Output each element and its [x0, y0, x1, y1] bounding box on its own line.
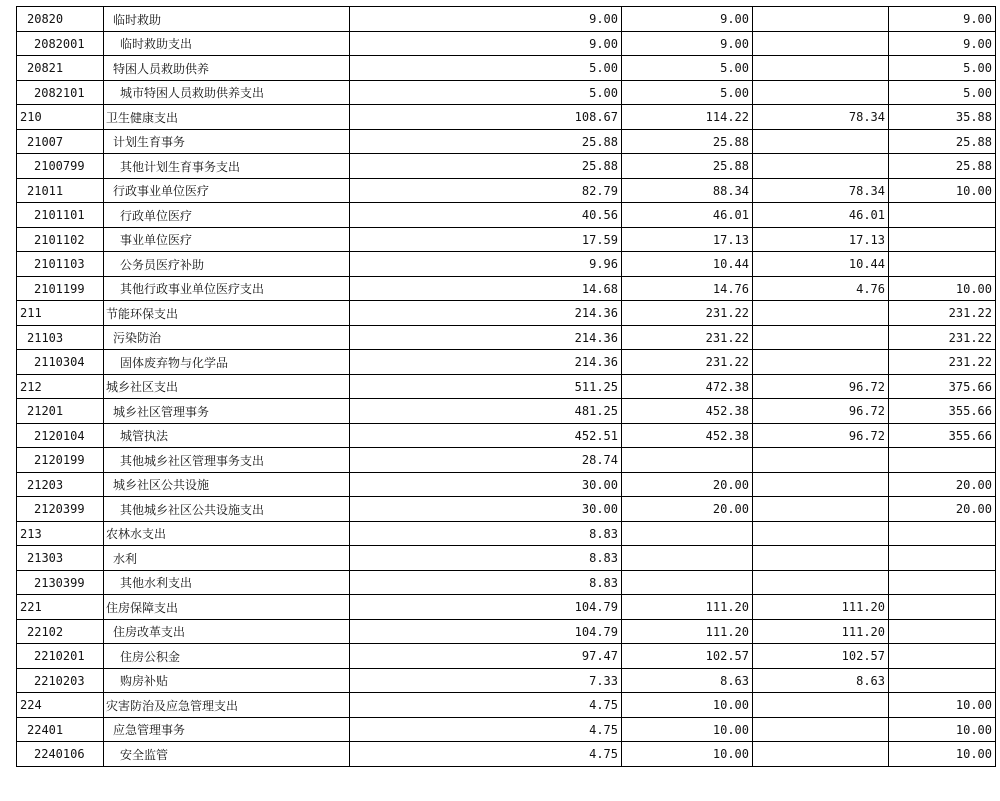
- cell-amount-2: 9.00: [622, 32, 753, 56]
- cell-amount-4: 10.00: [889, 277, 996, 301]
- cell-amount-3: 102.57: [753, 644, 889, 669]
- cell-code: 221: [17, 595, 104, 620]
- table-row: [17, 424, 996, 448]
- cell-amount-3: [753, 7, 889, 32]
- table-row: [17, 669, 996, 693]
- cell-name: 计划生育事务: [104, 130, 350, 154]
- cell-amount-2: 25.88: [622, 130, 753, 154]
- cell-name: 灾害防治及应急管理支出: [104, 693, 350, 718]
- table-row: [17, 203, 996, 228]
- cell-amount-3: [753, 718, 889, 742]
- cell-name: 其他计划生育事务支出: [104, 154, 350, 179]
- cell-name: 城管执法: [104, 424, 350, 448]
- cell-name: 农林水支出: [104, 522, 350, 546]
- cell-amount-3: 10.44: [753, 252, 889, 277]
- cell-name: 行政单位医疗: [104, 203, 350, 228]
- cell-amount-3: [753, 350, 889, 375]
- cell-code: 2082001: [17, 32, 104, 56]
- cell-name: 城市特困人员救助供养支出: [104, 81, 350, 105]
- cell-amount-3: [753, 571, 889, 595]
- cell-amount-2: 5.00: [622, 56, 753, 81]
- table-row: [17, 105, 996, 130]
- cell-amount-1: 8.83: [350, 522, 622, 546]
- cell-amount-2: 5.00: [622, 81, 753, 105]
- cell-name: 水利: [104, 546, 350, 571]
- table-row: [17, 448, 996, 473]
- cell-amount-4: 5.00: [889, 81, 996, 105]
- cell-amount-2: 10.00: [622, 742, 753, 767]
- cell-amount-1: 82.79: [350, 179, 622, 203]
- cell-amount-1: 5.00: [350, 56, 622, 81]
- cell-name: 其他水利支出: [104, 571, 350, 595]
- cell-code: 21201: [17, 399, 104, 424]
- cell-amount-1: 214.36: [350, 326, 622, 350]
- cell-amount-1: 17.59: [350, 228, 622, 252]
- cell-amount-1: 25.88: [350, 154, 622, 179]
- cell-amount-3: 17.13: [753, 228, 889, 252]
- cell-amount-2: 46.01: [622, 203, 753, 228]
- cell-amount-3: 96.72: [753, 399, 889, 424]
- cell-amount-3: [753, 56, 889, 81]
- cell-code: 22401: [17, 718, 104, 742]
- cell-code: 210: [17, 105, 104, 130]
- cell-amount-1: 108.67: [350, 105, 622, 130]
- table-body: [17, 7, 996, 767]
- cell-code: 211: [17, 301, 104, 326]
- cell-code: 21203: [17, 473, 104, 497]
- cell-amount-1: 9.96: [350, 252, 622, 277]
- cell-code: 2110304: [17, 350, 104, 375]
- cell-amount-2: [622, 522, 753, 546]
- cell-amount-1: 5.00: [350, 81, 622, 105]
- table-row: [17, 7, 996, 32]
- cell-amount-4: 35.88: [889, 105, 996, 130]
- cell-amount-3: [753, 497, 889, 522]
- cell-name: 特困人员救助供养: [104, 56, 350, 81]
- table-row: [17, 154, 996, 179]
- cell-amount-2: 102.57: [622, 644, 753, 669]
- cell-amount-1: 40.56: [350, 203, 622, 228]
- cell-amount-3: [753, 32, 889, 56]
- cell-name: 卫生健康支出: [104, 105, 350, 130]
- cell-amount-4: [889, 546, 996, 571]
- cell-code: 224: [17, 693, 104, 718]
- cell-amount-1: 28.74: [350, 448, 622, 473]
- cell-amount-1: 9.00: [350, 7, 622, 32]
- cell-name: 事业单位医疗: [104, 228, 350, 252]
- cell-code: 2120399: [17, 497, 104, 522]
- cell-amount-2: 452.38: [622, 399, 753, 424]
- cell-name: 污染防治: [104, 326, 350, 350]
- table-row: [17, 56, 996, 81]
- cell-amount-1: 452.51: [350, 424, 622, 448]
- cell-amount-4: 5.00: [889, 56, 996, 81]
- cell-name: 临时救助: [104, 7, 350, 32]
- cell-amount-2: 25.88: [622, 154, 753, 179]
- cell-amount-1: 8.83: [350, 546, 622, 571]
- cell-code: 212: [17, 375, 104, 399]
- table-row: [17, 546, 996, 571]
- table-row: [17, 595, 996, 620]
- cell-code: 2210201: [17, 644, 104, 669]
- cell-amount-4: 20.00: [889, 497, 996, 522]
- cell-code: 2101199: [17, 277, 104, 301]
- table-row: [17, 32, 996, 56]
- cell-amount-4: 375.66: [889, 375, 996, 399]
- cell-code: 2101101: [17, 203, 104, 228]
- cell-amount-4: 9.00: [889, 32, 996, 56]
- cell-amount-3: [753, 448, 889, 473]
- cell-amount-1: 97.47: [350, 644, 622, 669]
- cell-amount-1: 4.75: [350, 718, 622, 742]
- cell-amount-3: [753, 742, 889, 767]
- cell-code: 20820: [17, 7, 104, 32]
- cell-amount-2: 231.22: [622, 350, 753, 375]
- table-row: [17, 644, 996, 669]
- cell-amount-4: 20.00: [889, 473, 996, 497]
- cell-amount-1: 4.75: [350, 742, 622, 767]
- cell-amount-2: 114.22: [622, 105, 753, 130]
- cell-amount-1: 214.36: [350, 350, 622, 375]
- cell-name: 城乡社区管理事务: [104, 399, 350, 424]
- cell-amount-4: 231.22: [889, 326, 996, 350]
- cell-amount-4: [889, 252, 996, 277]
- table-row: [17, 277, 996, 301]
- budget-expenditure-table: [16, 6, 996, 767]
- cell-code: 2101103: [17, 252, 104, 277]
- cell-name: 城乡社区公共设施: [104, 473, 350, 497]
- table-row: [17, 326, 996, 350]
- cell-amount-1: 214.36: [350, 301, 622, 326]
- cell-amount-1: 9.00: [350, 32, 622, 56]
- cell-name: 其他城乡社区公共设施支出: [104, 497, 350, 522]
- cell-code: 21103: [17, 326, 104, 350]
- cell-name: 临时救助支出: [104, 32, 350, 56]
- table-row: [17, 742, 996, 767]
- cell-amount-4: [889, 522, 996, 546]
- cell-amount-2: 9.00: [622, 7, 753, 32]
- cell-amount-2: 20.00: [622, 473, 753, 497]
- table-row: [17, 399, 996, 424]
- cell-amount-2: 472.38: [622, 375, 753, 399]
- cell-amount-4: [889, 595, 996, 620]
- table-row: [17, 350, 996, 375]
- cell-amount-3: [753, 154, 889, 179]
- cell-amount-2: 88.34: [622, 179, 753, 203]
- cell-amount-4: 231.22: [889, 350, 996, 375]
- cell-name: 行政事业单位医疗: [104, 179, 350, 203]
- table-row: [17, 693, 996, 718]
- table-row: [17, 718, 996, 742]
- cell-amount-4: [889, 448, 996, 473]
- cell-amount-4: 231.22: [889, 301, 996, 326]
- cell-code: 21007: [17, 130, 104, 154]
- cell-code: 2120199: [17, 448, 104, 473]
- cell-amount-3: 96.72: [753, 375, 889, 399]
- cell-amount-3: [753, 473, 889, 497]
- cell-amount-3: [753, 326, 889, 350]
- cell-amount-1: 481.25: [350, 399, 622, 424]
- cell-amount-2: 231.22: [622, 326, 753, 350]
- cell-name: 购房补贴: [104, 669, 350, 693]
- cell-amount-3: [753, 301, 889, 326]
- cell-code: 2101102: [17, 228, 104, 252]
- cell-amount-3: 78.34: [753, 179, 889, 203]
- cell-amount-2: 17.13: [622, 228, 753, 252]
- cell-amount-4: 10.00: [889, 742, 996, 767]
- table-row: [17, 301, 996, 326]
- cell-name: 住房公积金: [104, 644, 350, 669]
- cell-amount-3: [753, 546, 889, 571]
- table-row: [17, 473, 996, 497]
- cell-code: 21303: [17, 546, 104, 571]
- cell-amount-1: 104.79: [350, 595, 622, 620]
- cell-amount-2: 111.20: [622, 595, 753, 620]
- cell-amount-2: [622, 571, 753, 595]
- cell-amount-4: [889, 644, 996, 669]
- cell-code: 22102: [17, 620, 104, 644]
- cell-amount-2: 10.00: [622, 718, 753, 742]
- cell-amount-4: 10.00: [889, 693, 996, 718]
- cell-name: 安全监管: [104, 742, 350, 767]
- table-row: [17, 130, 996, 154]
- cell-amount-4: 10.00: [889, 718, 996, 742]
- table-row: [17, 81, 996, 105]
- cell-code: 2100799: [17, 154, 104, 179]
- cell-amount-1: 25.88: [350, 130, 622, 154]
- cell-amount-2: 20.00: [622, 497, 753, 522]
- cell-amount-1: 14.68: [350, 277, 622, 301]
- cell-amount-3: 8.63: [753, 669, 889, 693]
- cell-amount-3: 111.20: [753, 620, 889, 644]
- cell-amount-1: 30.00: [350, 473, 622, 497]
- table-row: [17, 252, 996, 277]
- cell-amount-4: 9.00: [889, 7, 996, 32]
- cell-amount-3: [753, 522, 889, 546]
- cell-amount-4: [889, 228, 996, 252]
- cell-code: 21011: [17, 179, 104, 203]
- table-row: [17, 571, 996, 595]
- cell-code: 2240106: [17, 742, 104, 767]
- cell-amount-3: [753, 130, 889, 154]
- table-row: [17, 228, 996, 252]
- cell-amount-1: 30.00: [350, 497, 622, 522]
- cell-amount-3: 78.34: [753, 105, 889, 130]
- table-row: [17, 179, 996, 203]
- cell-amount-2: 231.22: [622, 301, 753, 326]
- cell-name: 其他行政事业单位医疗支出: [104, 277, 350, 301]
- cell-amount-1: 511.25: [350, 375, 622, 399]
- cell-amount-2: 452.38: [622, 424, 753, 448]
- cell-name: 住房改革支出: [104, 620, 350, 644]
- cell-code: 2210203: [17, 669, 104, 693]
- cell-code: 2130399: [17, 571, 104, 595]
- cell-amount-3: 96.72: [753, 424, 889, 448]
- cell-name: 应急管理事务: [104, 718, 350, 742]
- table-row: [17, 620, 996, 644]
- table-row: [17, 497, 996, 522]
- cell-amount-4: 10.00: [889, 179, 996, 203]
- cell-name: 节能环保支出: [104, 301, 350, 326]
- cell-name: 城乡社区支出: [104, 375, 350, 399]
- cell-amount-1: 7.33: [350, 669, 622, 693]
- cell-code: 2082101: [17, 81, 104, 105]
- cell-amount-1: 8.83: [350, 571, 622, 595]
- cell-amount-2: 111.20: [622, 620, 753, 644]
- cell-amount-2: [622, 448, 753, 473]
- cell-name: 固体废弃物与化学品: [104, 350, 350, 375]
- cell-amount-4: 25.88: [889, 130, 996, 154]
- table-row: [17, 375, 996, 399]
- cell-code: 213: [17, 522, 104, 546]
- cell-name: 住房保障支出: [104, 595, 350, 620]
- cell-amount-2: 10.00: [622, 693, 753, 718]
- cell-amount-4: [889, 669, 996, 693]
- cell-amount-4: [889, 571, 996, 595]
- cell-amount-2: 8.63: [622, 669, 753, 693]
- cell-amount-1: 4.75: [350, 693, 622, 718]
- cell-amount-2: 10.44: [622, 252, 753, 277]
- cell-amount-4: [889, 203, 996, 228]
- cell-amount-4: 25.88: [889, 154, 996, 179]
- cell-amount-3: 4.76: [753, 277, 889, 301]
- table-row: [17, 522, 996, 546]
- cell-amount-2: 14.76: [622, 277, 753, 301]
- cell-amount-4: [889, 620, 996, 644]
- cell-amount-2: [622, 546, 753, 571]
- cell-amount-3: 111.20: [753, 595, 889, 620]
- cell-name: 公务员医疗补助: [104, 252, 350, 277]
- cell-code: 2120104: [17, 424, 104, 448]
- cell-amount-3: [753, 693, 889, 718]
- cell-amount-3: 46.01: [753, 203, 889, 228]
- cell-code: 20821: [17, 56, 104, 81]
- cell-amount-4: 355.66: [889, 424, 996, 448]
- cell-amount-4: 355.66: [889, 399, 996, 424]
- cell-amount-1: 104.79: [350, 620, 622, 644]
- cell-amount-3: [753, 81, 889, 105]
- cell-name: 其他城乡社区管理事务支出: [104, 448, 350, 473]
